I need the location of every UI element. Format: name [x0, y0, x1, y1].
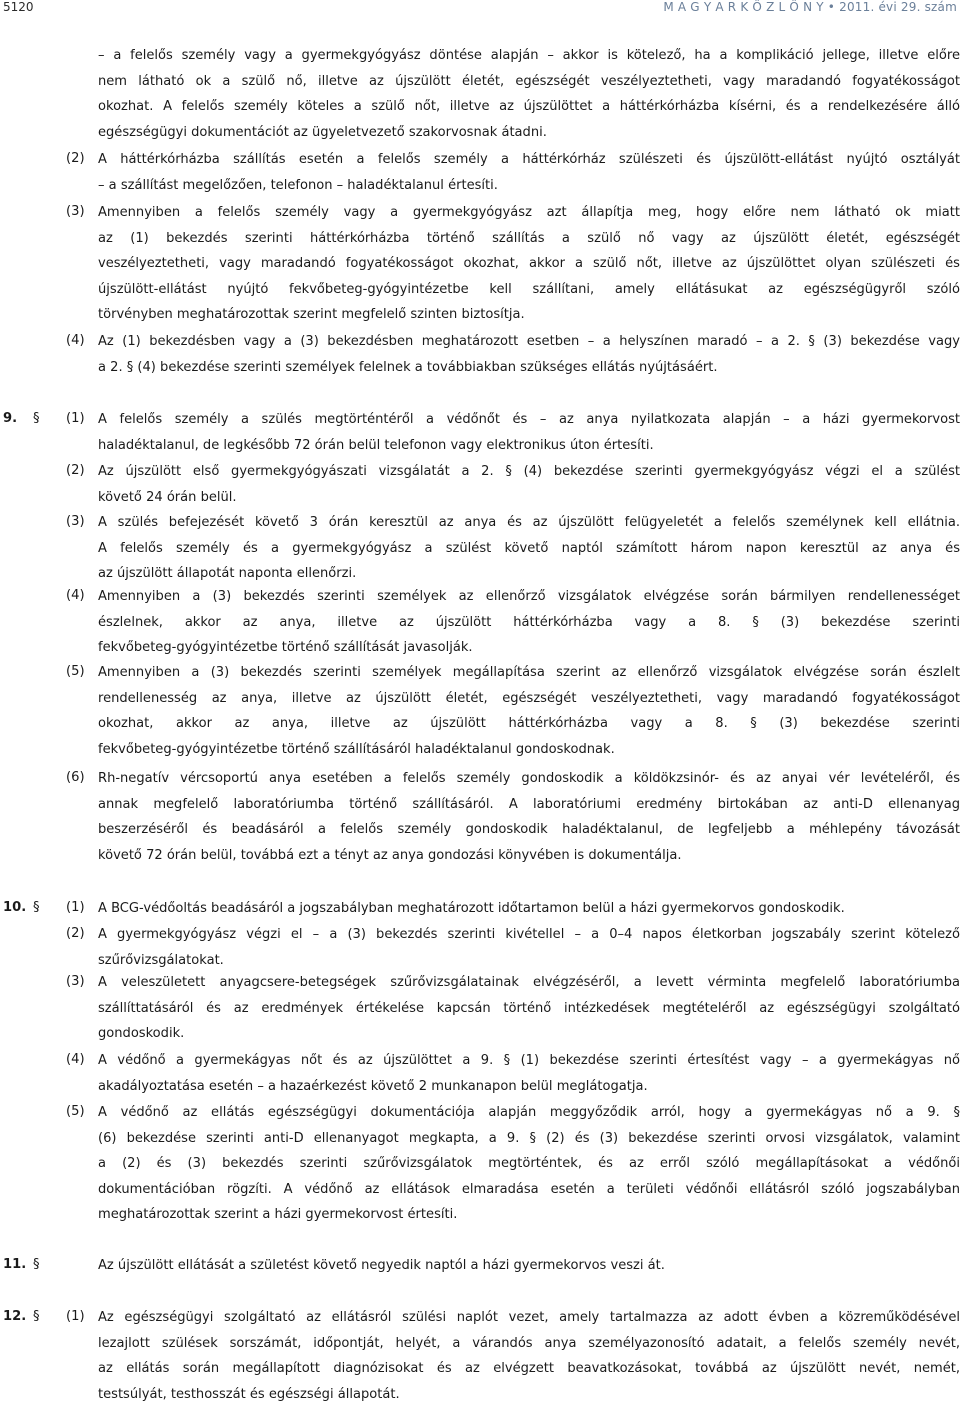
text-line: Az újszülött ellátását a születést követő negyedik naptól a házi gyermekorvos veszi át. [98, 1258, 665, 1273]
paragraph-number: (5) [66, 664, 85, 679]
text-line: A védőnő a gyermekágyas nőt és az újszülöttet a 9. § (1) bekezdése szerinti értesítést vagy – a gyermekágyas nő [98, 1053, 960, 1068]
paragraph-number: (4) [66, 1052, 85, 1067]
text-line: (6) bekezdése szerinti anti-D ellenanyagot megkapta, a 9. § (2) és (3) bekezdése szerinti orvosi vizsgálatok, valamint [98, 1130, 960, 1146]
section-number: 10. [3, 900, 27, 915]
text-line: annak megfelelő laboratóriumba történő szállításáról. A laboratóriumi eredmény birtokában az anti-D ellenanyag [98, 796, 960, 812]
text-line: Az újszülött első gyermekgyógyászati vizsgálatát a 2. § (4) bekezdése szerinti gyermekgyógyász végzi el a szülést [98, 464, 960, 479]
text-line: – a szállítást megelőzően, telefonon – haladéktalanul értesíti. [98, 177, 498, 193]
section-number: 12. [3, 1309, 27, 1324]
paragraph-number: (6) [66, 770, 85, 785]
text-line: veszélyeztetheti, vagy maradandó fogyatékosságot okozhat, akkor a szülő nőt, illetve az újszülöttet olyan szülészeti és [98, 256, 960, 272]
paragraph-text [98, 407, 960, 458]
text-line: – a felelős személy vagy a gyermekgyógyász döntése alapján – akkor is kötelező, ha a komplikáció jellege, illetve előre [98, 48, 960, 63]
text-line: A veleszületett anyagcsere-betegségek szűrővizsgálatainak elvégzéséről, a levett vérminta megfelelő laboratóriumba [98, 975, 960, 990]
paragraph-number: (2) [66, 151, 85, 166]
text-line: fekvőbeteg-gyógyintézetbe történő szállításáról haladéktalanul gondoskodnak. [98, 741, 615, 757]
page-header [0, 0, 960, 14]
paragraph-number: (1) [66, 411, 85, 426]
text-line: gondoskodik. [98, 1026, 185, 1042]
text-line: meghatározottak szerint a házi gyermekorvost értesíti. [98, 1207, 458, 1223]
text-line: Amennyiben a felelős személy vagy a gyermekgyógyász azt állapítja meg, hogy előre nem látható ok miatt [98, 205, 960, 220]
paragraph-text [98, 896, 960, 922]
text-line: a 2. § (4) bekezdése szerinti személyek felelnek a továbbiakban szükséges ellátás nyújtásáért. [98, 359, 718, 375]
text-line: egészségügyi dokumentációt az ügyeletvezető szakorvosnak átadni. [98, 124, 547, 140]
text-line: követő 24 órán belül. [98, 489, 237, 505]
paragraph-text [98, 660, 960, 762]
text-line: rendellenesség az anya, illetve az újszülött életét, egészségét veszélyeztetheti, vagy maradandó fogyatékosságot [98, 690, 960, 706]
section-number: 9. [3, 411, 18, 426]
paragraph-text [98, 970, 960, 1047]
text-line: szállíttatásáról és az eredmények értékelése kapcsán történő intézkedések megtételéről az egészségügyi szolgáltató [98, 1000, 960, 1016]
text-line: Az (1) bekezdésben vagy a (3) bekezdésben meghatározott esetben – a helyszínen maradó – a 2. § (3) bekezdése vagy [98, 334, 960, 349]
paragraph-number: (3) [66, 514, 85, 529]
text-line: dokumentációban rögzíti. A védőnő az ellátások elmaradása esetén a területi védőnői ellátásról szóló jogszabályban [98, 1181, 960, 1197]
paragraph-text [98, 329, 960, 380]
section-number: 11. [3, 1257, 27, 1272]
paragraph-text [98, 584, 960, 661]
paragraph-number: (3) [66, 204, 85, 219]
text-line: A szülés befejezését követő 3 órán keresztül az anya és az újszülött felügyeletét a felelős személynek kell ellátnia. [98, 515, 960, 530]
paragraph-number: (3) [66, 974, 85, 989]
section-symbol: § [33, 1309, 40, 1324]
paragraph-number: (1) [66, 1309, 85, 1324]
text-line: A védőnő az ellátás egészségügyi dokumentációja alapján meggyőződik arról, hogy a gyermekágyas nő a 9. § [98, 1105, 960, 1120]
journal-title: M A G Y A R K Ö Z L Ö N Y • 2011. évi 29. szám [663, 0, 957, 14]
text-line: az (1) bekezdés szerinti háttérkórházba történő szállítás a szülő nő vagy az újszülött életét, egészségét [98, 230, 960, 246]
text-line: A felelős személy és a gyermekgyógyász a szülést követő naptól számított három napon keresztül az anya és [98, 540, 960, 556]
paragraph-text [98, 510, 960, 587]
text-line: A gyermekgyógyász végzi el – a (3) bekezdés szerinti kivétellel – a 0–4 napos életkorban jogszabály szerint kötelező [98, 927, 960, 942]
text-line: szűrővizsgálatokat. [98, 952, 224, 968]
text-line: beszerzéséről és beadásáról a felelős személy gondoskodik haladéktalanul, de legfeljebb a méhlepény távozását [98, 822, 960, 838]
section-symbol: § [33, 1257, 40, 1272]
text-line: haladéktalanul, de legkésőbb 72 órán belül telefonon vagy elektronikus úton értesíti. [98, 437, 654, 453]
text-line: az újszülött állapotát naponta ellenőrzi. [98, 566, 357, 582]
text-line: Amennyiben a (3) bekezdés szerinti személyek megállapítása szerint az ellenőrző vizsgálatok elvégzése során észlelt [98, 665, 960, 680]
paragraph-text [98, 922, 960, 973]
text-line: lezajlott szülések sorszámát, időpontját, helyét, a várandós anya személyazonosító adatait, a felelős személy nevét, [98, 1335, 960, 1351]
paragraph-number: (2) [66, 463, 85, 478]
paragraph-text [98, 1100, 960, 1228]
paragraph-number: (1) [66, 900, 85, 915]
text-line: A felelős személy a szülés megtörténtéről a védőnőt és – az anya nyilatkozata alapján – a házi gyermekorvost [98, 412, 960, 427]
text-line: nem látható ok a szülő nő, illetve az újszülött életét, egészségét veszélyeztetheti, vagy maradandó fogyatékosságot [98, 73, 960, 89]
text-line: az ellátás során megállapított diagnózisokat és az elvégzett beavatkozásokat, továbbá az újszülött nevét, nemét, [98, 1361, 960, 1377]
paragraph-text [98, 43, 960, 145]
text-line: észlelnek, akkor az anya, illetve az újszülött háttérkórházba vagy a 8. § (3) bekezdése szerinti [98, 614, 960, 630]
paragraph-text [98, 200, 960, 328]
text-line: törvényben meghatározottak szerint megfelelő szinten biztosítja. [98, 307, 525, 323]
text-line: A BCG-védőoltás beadásáról a jogszabályban meghatározott időtartamon belül a házi gyermekorvos gondoskodik. [98, 901, 845, 916]
paragraph-number: (4) [66, 588, 85, 603]
section-symbol: § [33, 411, 40, 426]
paragraph-text [98, 147, 960, 198]
paragraph-text [98, 1253, 960, 1279]
section-symbol: § [33, 900, 40, 915]
text-line: Az egészségügyi szolgáltató az ellátásról szülési naplót vezet, amely tartalmazza az adott évben a közreműködésével [98, 1310, 960, 1325]
text-line: testsúlyát, testhosszát és egészségi állapotát. [98, 1386, 400, 1402]
text-line: okozhat, akkor az anya, illetve az újszülött háttérkórházba vagy a 8. § (3) bekezdése szerinti [98, 716, 960, 732]
paragraph-text [98, 1305, 960, 1407]
text-line: okozhat. A felelős személy köteles a szülő nőt, illetve az újszülöttet a háttérkórházba kísérni, és a rendelkezésére álló [98, 99, 960, 115]
paragraph-number: (5) [66, 1104, 85, 1119]
paragraph-text [98, 459, 960, 510]
paragraph-number: (4) [66, 333, 85, 348]
paragraph-text [98, 766, 960, 868]
text-line: Rh-negatív vércsoportú anya esetében a felelős személy gondoskodik a köldökzsinór- és az anyai vér levételéről, és [98, 771, 960, 786]
text-line: Amennyiben a (3) bekezdés szerinti személyek az ellenőrző vizsgálatok elvégzése során bármilyen rendellenességet [98, 589, 960, 604]
text-line: A háttérkórházba szállítás esetén a felelős személy a háttérkórház szülészeti és újszülött-ellátást nyújtó osztályát [98, 152, 960, 167]
page-number: 5120 [3, 0, 34, 14]
text-line: fekvőbeteg-gyógyintézetbe történő szállítását javasolják. [98, 640, 473, 656]
paragraph-number: (2) [66, 926, 85, 941]
text-line: a (2) és (3) bekezdés szerinti szűrővizsgálatok megtörténtek, és az erről szóló megállapításokat a védőnői [98, 1156, 960, 1172]
paragraph-text [98, 1048, 960, 1099]
text-line: akadályoztatása esetén – a hazaérkezést követő 2 munkanapon belül meglátogatja. [98, 1078, 648, 1094]
text-line: követő 72 órán belül, továbbá ezt a tényt az anya gondozási könyvében is dokumentálja. [98, 847, 682, 863]
text-line: újszülött-ellátást nyújtó fekvőbeteg-gyógyintézetbe kell szállítani, amely ellátásukat az egészségügyről szóló [98, 281, 960, 297]
